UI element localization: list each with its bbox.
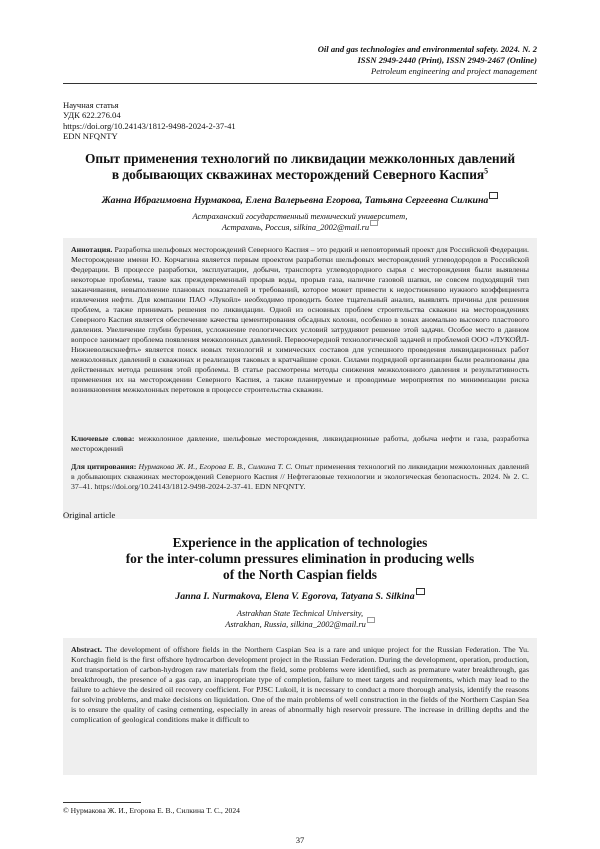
edn: EDN NFQNTY bbox=[63, 130, 118, 141]
footnote-rule bbox=[63, 802, 141, 803]
citation-label: Для цитирования: bbox=[71, 462, 137, 471]
original-article-label: Original article bbox=[63, 510, 116, 520]
journal-line: Oil and gas technologies and environmental safety. 2024. N. 2 bbox=[317, 44, 537, 54]
abstract-ru bbox=[71, 245, 529, 395]
email-envelope-icon bbox=[367, 617, 375, 623]
authors-ru-text: Жанна Ибрагимовна Нурмакова, Елена Валерьевна Егорова, Татьяна Сергеевна Силкина bbox=[101, 195, 489, 206]
section-name: Petroleum engineering and project management bbox=[371, 66, 537, 76]
abstract-box-en bbox=[63, 638, 537, 775]
email-envelope-icon bbox=[416, 588, 425, 595]
email-envelope-icon bbox=[489, 192, 498, 199]
affil-ru-line1: Астраханский государственный технический университет, bbox=[192, 212, 408, 221]
abstract-en bbox=[71, 645, 529, 725]
article-meta bbox=[63, 100, 236, 141]
abstract-ru-label: Аннотация. bbox=[71, 245, 113, 254]
abstract-box-ru bbox=[63, 238, 537, 519]
affil-en-line1: Astrakhan State Technical University, bbox=[236, 609, 364, 618]
affiliation-en bbox=[63, 609, 537, 630]
doi-link[interactable]: https://doi.org/10.24143/1812-9498-2024-2-37-41 bbox=[63, 120, 236, 131]
abstract-en-label: Abstract. bbox=[71, 645, 102, 654]
title-en-line2: for the inter-column pressures elimination in producing wells bbox=[125, 551, 475, 566]
keywords-ru-text: межколонное давление, шельфовые месторождения, ликвидационные работы, добыча нефти и газа, разработка месторождений bbox=[71, 434, 530, 453]
title-ru-line2: в добывающих скважинах месторождений Северного Каспия bbox=[111, 167, 485, 182]
title-en-line3: of the North Caspian fields bbox=[223, 567, 377, 582]
citation-authors: Нурмакова Ж. И., Егорова Е. В., Силкина Т. С. bbox=[138, 462, 293, 471]
abstract-en-text: The development of offshore fields in the Northern Caspian Sea is a rare and unique project for the Russian Federation. The Yu. Korchagin field is the first offshore hydrocarbon development project in the Russian Federation. During the development, operation, production, and transportation of carbon-hydrogen raw materials from the field, some problems were identified, such as premature water breakthrough, gas breakthrough, the presence of a gas cap, an inappropriate type of completion, failure to meet targets and requirements, which may lead to the failure to achieve the desired oil recovery coefficient. For PJSC Lukoil, it is necessary to conduct a more thorough analysis, identify the reasons for solving problems, and make decisions on liquidation. One of the main problems of well construction in the fields of the Northern Caspian Sea is to ensure the quality of casing cementing, especially in areas of abnormally high reservoir pressure. The increase in drilling depths and the complication of geological conditions make it difficult to bbox=[71, 645, 530, 724]
udk: УДК 622.276.04 bbox=[63, 110, 121, 121]
keywords-ru-label: Ключевые слова: bbox=[71, 434, 135, 443]
title-en-line1: Experience in the application of technologies bbox=[172, 535, 428, 550]
title-ru-line1: Опыт применения технологий по ликвидации межколонных давлений bbox=[84, 151, 516, 166]
affil-ru-line2: Астрахань, Россия, silkina_2002@mail.ru bbox=[221, 222, 370, 232]
citation-ru bbox=[71, 462, 529, 492]
title-ru bbox=[63, 151, 537, 183]
citation-text: Опыт применения технологий по ликвидации межколонных давлений в добывающих скважинах месторождений Северного Каспия // Нефтегазовые технологии и экологическая безопасность. 2024. № 2. С. 37–41. https://doi.org/10.24143/1812-9498-2024-2-37-41. EDN NFQNTY. bbox=[71, 462, 530, 491]
email-envelope-icon bbox=[370, 220, 378, 226]
authors-en bbox=[63, 591, 537, 602]
authors-ru bbox=[63, 195, 537, 206]
footnote-marker[interactable]: 5 bbox=[484, 166, 489, 176]
affil-en-line2: Astrakhan, Russia, silkina_2002@mail.ru bbox=[225, 619, 366, 629]
title-en bbox=[63, 535, 537, 583]
affiliation-ru bbox=[63, 212, 537, 233]
article-type: Научная статья bbox=[63, 100, 119, 110]
authors-en-text: Janna I. Nurmakova, Elena V. Egorova, Tatyana S. Silkina bbox=[175, 591, 415, 602]
running-header bbox=[117, 44, 537, 77]
issn-line: ISSN 2949-2440 (Print), ISSN 2949-2467 (Online) bbox=[357, 55, 537, 65]
page-number: 37 bbox=[295, 835, 305, 845]
header-rule bbox=[63, 83, 537, 84]
copyright: © Нурмакова Ж. И., Егорова Е. В., Силкина Т. С., 2024 bbox=[63, 806, 240, 815]
keywords-ru bbox=[71, 434, 529, 454]
abstract-ru-text: Разработка шельфовых месторождений Северного Каспия – это редкий и неповторимый проект для Российской Федерации. Месторождение имени Ю. Корчагина является первым проектом разработки шельфовых месторождений углеводородов в Российской Федерации. В процессе разработки, эксплуатации, добычи, транспорта углеводородного сырья с месторождения были выявлены некоторые проблемы, такие как преждевременный прорыв воды, прорыв газа, наличие газовой шапки, не совсем подходящий тип заканчивания, невыполнение плановых показателей и требований, которое может привести к недостижению нужного коэффициента извлечения нефти. Для компании ПАО «Лукойл» необходимо проводить более тщательный анализ, выявлять причины для решения проблем, а также принимать решения по ликвидации. Одной из основных проблем строительства скважин на месторождениях Северного Каспия является обеспечение качества цементирования обсадных колонн, особенно в зонах аномально высокого пластового давления. Увеличение глубин бурения, усложнение геологических условий затрудняют решение этой задачи. Особое место в данном вопросе занимает проблема появления межколонных давлений. Первоочередной технологической задачей и проблемой ООО «ЛУКОЙЛ-Нижневолжскнефть» является поиск новых технологий и химических составов для успешного проведения ликвидационных работ межколонных давлений в скважинах и реализация таковых в кратчайшие сроки. Силами подрядной организации были реализованы два действенных метода решения этой проблемы. В статье рассмотрены методы снижения межколонного давления и результативность применения их на месторождении Северного Каспия, а также планируемые и проводимые мероприятия по минимизации риска возникновения межколонных перетоков в процессе строительства скважин. bbox=[71, 245, 530, 394]
